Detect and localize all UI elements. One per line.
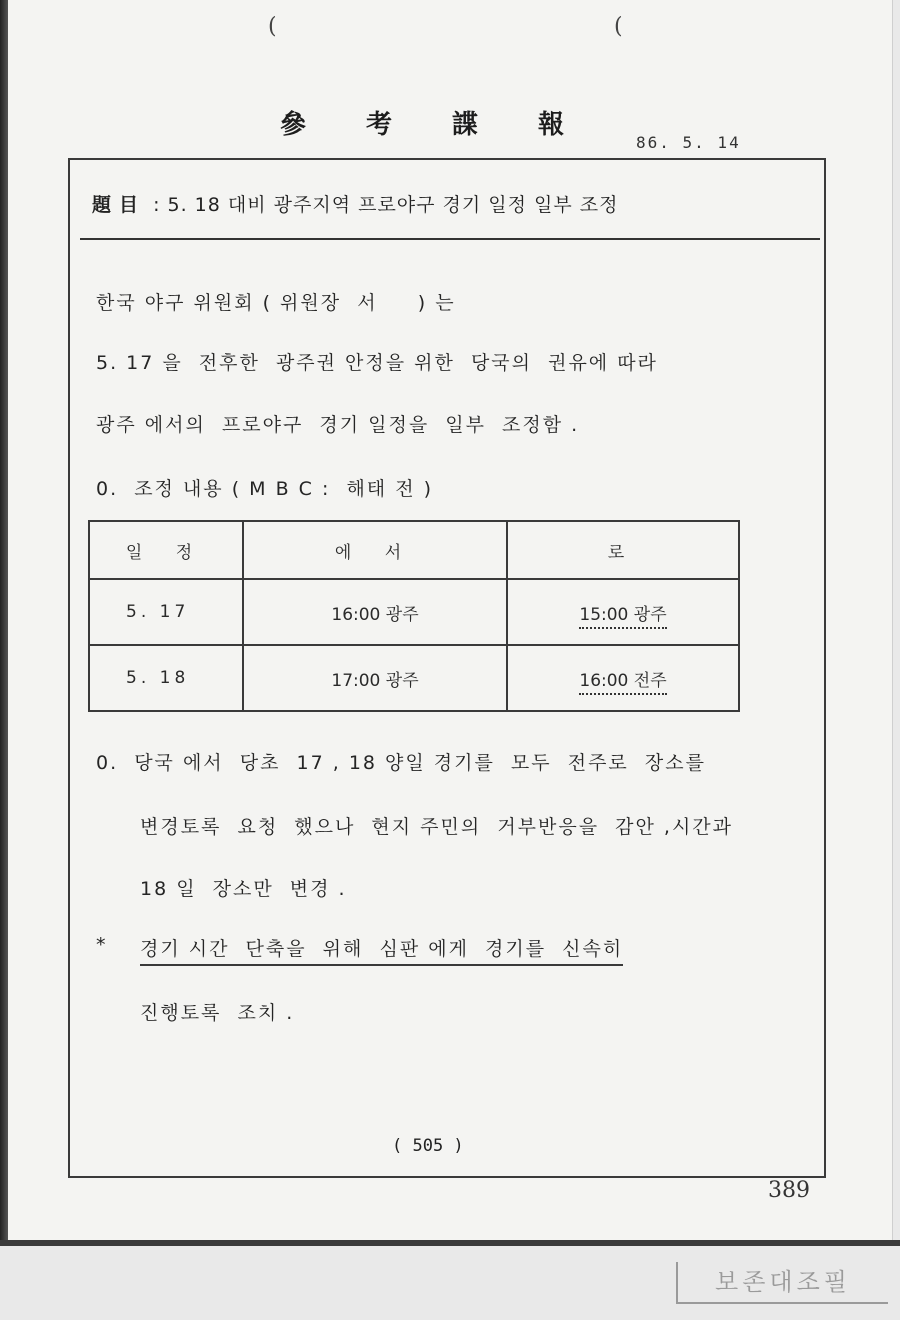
archive-number: 389 — [768, 1178, 810, 1203]
scan-edge-bottom — [0, 1240, 900, 1246]
star-note-text: 경기 시간 단축을 위해 심판 에게 경기를 신속히 — [140, 938, 623, 966]
star-note-line-2: 진행토록 조치 . — [140, 1002, 295, 1024]
header-date: 일 정 — [89, 521, 243, 579]
section-2-line-1: 0. 당국 에서 당초 17 , 18 양일 경기를 모두 전주로 장소를 — [96, 752, 706, 774]
verification-stamp: 보존대조필 — [676, 1262, 888, 1304]
page-number: ( 505 ) — [392, 1136, 464, 1156]
star-marker: * — [96, 934, 108, 956]
binding-hole-mark: ( — [614, 14, 623, 39]
table-row — [89, 645, 739, 711]
row-from: 17:00 광주 — [243, 645, 507, 711]
schedule-header-row — [89, 521, 739, 579]
subject-label: 題目 — [92, 194, 147, 216]
document-title: 參考諜報 — [280, 110, 625, 140]
section-adjustment-heading: 0. 조정 내용 ( M B C : 해태 전 ) — [96, 478, 434, 500]
row-to — [507, 645, 739, 711]
body-line-1: 한국 야구 위원회 ( 위원장 서 ) 는 — [96, 292, 456, 314]
row-from: 16:00 광주 — [243, 579, 507, 645]
binding-hole-mark: ( — [268, 14, 277, 39]
section-2-line-2: 변경토록 요청 했으나 현지 주민의 거부반응을 감안 ,시간과 — [140, 816, 734, 838]
body-line-3: 광주 에서의 프로야구 경기 일정을 일부 조정함 . — [96, 414, 580, 436]
row-to-text: 15:00 광주 — [579, 605, 666, 629]
schedule-table — [88, 520, 740, 712]
header-to: 로 — [507, 521, 739, 579]
subject-text: : 5. 18 대비 광주지역 프로야구 경기 일정 일부 조정 — [153, 194, 619, 216]
row-to — [507, 579, 739, 645]
row-to-text: 16:00 전주 — [579, 671, 666, 695]
subject-line — [92, 190, 812, 217]
subject-divider — [80, 238, 820, 240]
body-line-2: 5. 17 을 전후한 광주권 안정을 위한 당국의 권유에 따라 — [96, 352, 658, 374]
document-date: 86. 5. 14 — [636, 133, 741, 152]
scan-edge — [0, 0, 8, 1245]
row-date: 5. 17 — [89, 579, 243, 645]
table-row — [89, 579, 739, 645]
star-note-line-1 — [140, 934, 623, 961]
row-date: 5. 18 — [89, 645, 243, 711]
section-2-line-3: 18 일 장소만 변경 . — [140, 878, 347, 900]
header-from: 에 서 — [243, 521, 507, 579]
